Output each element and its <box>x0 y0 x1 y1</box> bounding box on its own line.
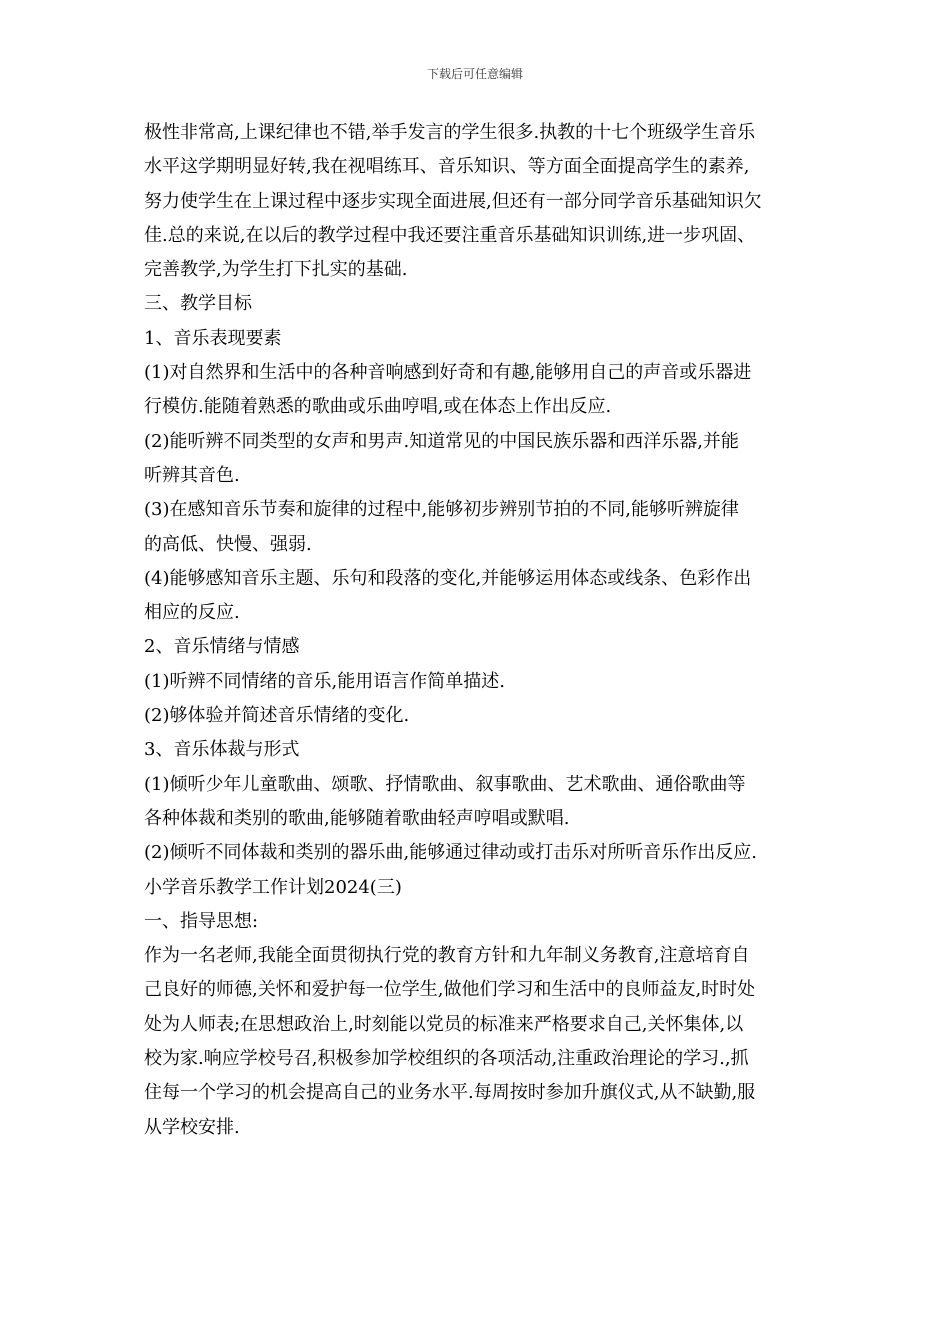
subsection-heading: 3、音乐体裁与形式 <box>144 739 300 761</box>
text-line: 从学校安排. <box>144 1116 240 1138</box>
page-header: 下载后可任意编辑 <box>426 67 523 81</box>
document-body <box>144 116 812 1145</box>
text-line: 佳.总的来说,在以后的教学过程中我还要注重音乐基础知识训练,进一步巩固、 <box>144 224 756 246</box>
text-line: (2)倾听不同体裁和类别的器乐曲,能够通过律动或打击乐对所听音乐作出反应. <box>144 842 757 864</box>
text-line: 听辨其音色. <box>144 464 240 486</box>
text-line: 极性非常高,上课纪律也不错,举手发言的学生很多.执教的十七个班级学生音乐 <box>144 122 756 143</box>
text-line: (2)能听辨不同类型的女声和男声.知道常见的中国民族乐器和西洋乐器,并能 <box>144 430 739 452</box>
section-heading: 三、教学目标 <box>144 293 252 315</box>
text-line: 各种体裁和类别的歌曲,能够随着歌曲轻声哼唱或默唱. <box>144 807 570 829</box>
subsection-heading: 1、音乐表现要素 <box>144 327 282 349</box>
text-line: (4)能够感知音乐主题、乐句和段落的变化,并能够运用体态或线条、色彩作出 <box>144 567 752 589</box>
text-line: 己良好的师德,关怀和爱护每一位学生,做他们学习和生活中的良师益友,时时处 <box>144 979 756 1001</box>
text-line: (1)对自然界和生活中的各种音响感到好奇和有趣,能够用自己的声音或乐器进 <box>144 362 752 384</box>
section-heading: 一、指导思想: <box>144 910 259 932</box>
text-line: (2)够体验并简述音乐情绪的变化. <box>144 705 410 727</box>
text-line: 水平这学期明显好转,我在视唱练耳、音乐知识、等方面全面提高学生的素养, <box>144 156 750 178</box>
text-line: 的高低、快慢、强弱. <box>144 533 312 555</box>
text-line: 行模仿.能随着熟悉的歌曲或乐曲哼唱,或在体态上作出反应. <box>144 396 612 418</box>
text-line: (1)倾听少年儿童歌曲、颂歌、抒情歌曲、叙事歌曲、艺术歌曲、通俗歌曲等 <box>144 773 746 795</box>
text-line: 处为人师表;在思想政治上,时刻能以党员的标准来严格要求自己,关怀集体,以 <box>144 1013 744 1035</box>
text-line: (1)听辨不同情绪的音乐,能用语言作简单描述. <box>144 670 505 692</box>
text-line: 完善教学,为学生打下扎实的基础. <box>144 259 408 281</box>
text-line: 校为家.响应学校号召,积极参加学校组织的各项活动,注重政治理论的学习.,抓 <box>144 1048 749 1070</box>
subsection-heading: 2、音乐情绪与情感 <box>144 636 300 658</box>
text-line: 作为一名老师,我能全面贯彻执行党的教育方针和九年制义务教育,注意培育自 <box>144 945 750 967</box>
text-line: 努力使学生在上课过程中逐步实现全面进展,但还有一部分同学音乐基础知识欠 <box>144 190 762 212</box>
text-line: 相应的反应. <box>144 602 240 624</box>
document-subtitle: 小学音乐教学工作计划2024(三) <box>144 876 402 898</box>
text-line: (3)在感知音乐节奏和旋律的过程中,能够初步辨别节拍的不同,能够听辨旋律 <box>144 499 739 521</box>
text-line: 住每一个学习的机会提高自己的业务水平.每周按时参加升旗仪式,从不缺勤,服 <box>144 1082 756 1104</box>
